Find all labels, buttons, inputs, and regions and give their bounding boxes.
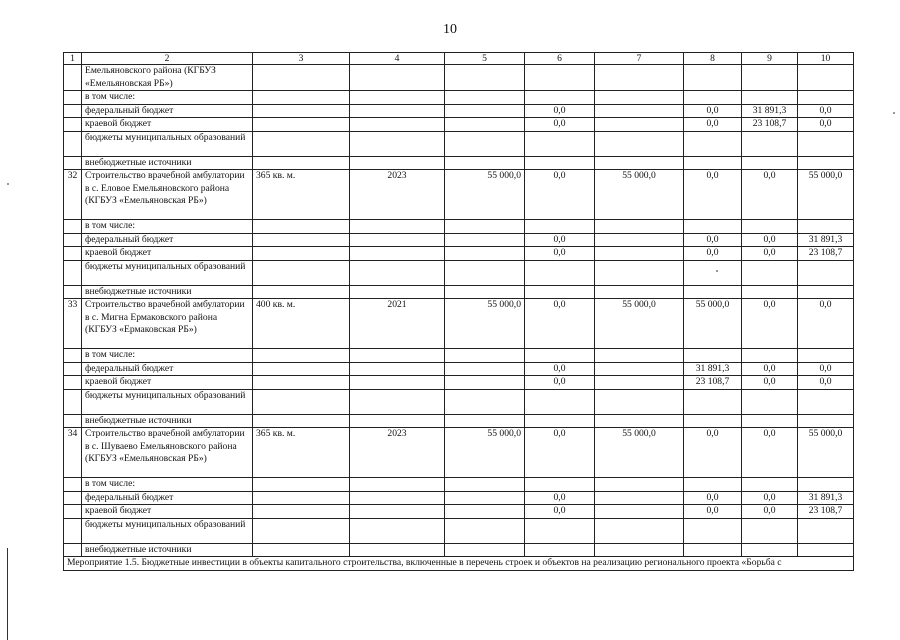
table-row: [64, 285, 854, 299]
value-cell-10: 23 108,7: [798, 505, 854, 519]
value-cell-10: 55 000,0: [798, 428, 854, 478]
value-cell-10: [798, 349, 854, 363]
value-cell-7: [595, 260, 684, 285]
estimated-cost-cell: [445, 518, 525, 543]
project-name: Емельяновского района (КГБУЗ «Емельяновская РБ»): [82, 65, 253, 91]
funding-source-label: федеральный бюджет: [82, 233, 253, 247]
column-header: 4: [350, 53, 445, 65]
budget-table: [63, 52, 854, 571]
table-row: [64, 478, 854, 492]
estimated-cost-cell: [445, 118, 525, 132]
column-header: 2: [82, 53, 253, 65]
funding-source-label: в том числе:: [82, 220, 253, 234]
value-cell-7: [595, 131, 684, 156]
value-cell-10: 31 891,3: [798, 491, 854, 505]
value-cell-7: [595, 478, 684, 492]
value-cell-7: [595, 65, 684, 91]
value-cell-7: [595, 118, 684, 132]
value-cell-6: 0,0: [525, 491, 595, 505]
value-cell-10: [798, 389, 854, 414]
year-cell: [350, 376, 445, 390]
capacity-cell: [253, 389, 350, 414]
row-number: [64, 260, 82, 285]
year-cell: [350, 414, 445, 428]
value-cell-6: 0,0: [525, 376, 595, 390]
funding-source-label: федеральный бюджет: [82, 362, 253, 376]
value-cell-6: 0,0: [525, 247, 595, 261]
value-cell-8: 23 108,7: [684, 376, 742, 390]
value-cell-6: 0,0: [525, 362, 595, 376]
capacity-cell: [253, 65, 350, 91]
year-cell: [350, 518, 445, 543]
column-header: 5: [445, 53, 525, 65]
table-row: [64, 389, 854, 414]
row-number: [64, 414, 82, 428]
estimated-cost-cell: [445, 376, 525, 390]
value-cell-9: [742, 65, 798, 91]
capacity-cell: [253, 233, 350, 247]
value-cell-8: [684, 220, 742, 234]
value-cell-9: 0,0: [742, 170, 798, 220]
row-number: [64, 285, 82, 299]
year-cell: [350, 104, 445, 118]
year-cell: 2021: [350, 299, 445, 349]
year-cell: [350, 285, 445, 299]
row-number: [64, 104, 82, 118]
capacity-cell: [253, 505, 350, 519]
table-row: [64, 260, 854, 285]
estimated-cost-cell: [445, 260, 525, 285]
year-cell: [350, 260, 445, 285]
row-number: [64, 91, 82, 105]
table-row: [64, 505, 854, 519]
value-cell-8: [684, 389, 742, 414]
value-cell-7: 55 000,0: [595, 299, 684, 349]
value-cell-10: 0,0: [798, 118, 854, 132]
column-header: 7: [595, 53, 684, 65]
table-body: [64, 65, 854, 557]
estimated-cost-cell: [445, 233, 525, 247]
value-cell-6: 0,0: [525, 118, 595, 132]
value-cell-8: 0,0: [684, 104, 742, 118]
value-cell-7: [595, 505, 684, 519]
estimated-cost-cell: 55 000,0: [445, 170, 525, 220]
estimated-cost-cell: [445, 131, 525, 156]
funding-source-label: внебюджетные источники: [82, 156, 253, 170]
funding-source-label: в том числе:: [82, 478, 253, 492]
value-cell-7: [595, 389, 684, 414]
capacity-cell: [253, 362, 350, 376]
value-cell-9: [742, 414, 798, 428]
value-cell-9: [742, 518, 798, 543]
value-cell-9: 0,0: [742, 505, 798, 519]
capacity-cell: [253, 91, 350, 105]
row-number: [64, 478, 82, 492]
estimated-cost-cell: [445, 478, 525, 492]
value-cell-10: 0,0: [798, 376, 854, 390]
value-cell-7: [595, 518, 684, 543]
value-cell-7: [595, 543, 684, 557]
value-cell-8: 0,0: [684, 170, 742, 220]
row-number: [64, 65, 82, 91]
capacity-cell: [253, 349, 350, 363]
funding-source-label: внебюджетные источники: [82, 414, 253, 428]
value-cell-6: [525, 156, 595, 170]
table-row: [64, 104, 854, 118]
funding-source-label: бюджеты муниципальных образований: [82, 389, 253, 414]
row-number: [64, 491, 82, 505]
row-number: [64, 233, 82, 247]
value-cell-8: 0,0: [684, 491, 742, 505]
row-number: [64, 220, 82, 234]
value-cell-10: [798, 543, 854, 557]
value-cell-9: 31 891,3: [742, 104, 798, 118]
value-cell-7: [595, 156, 684, 170]
estimated-cost-cell: [445, 285, 525, 299]
value-cell-9: [742, 131, 798, 156]
value-cell-6: 0,0: [525, 104, 595, 118]
year-cell: [350, 491, 445, 505]
capacity-cell: [253, 156, 350, 170]
value-cell-8: [684, 91, 742, 105]
value-cell-9: 0,0: [742, 299, 798, 349]
capacity-cell: [253, 131, 350, 156]
row-number: [64, 156, 82, 170]
table-row: [64, 491, 854, 505]
value-cell-7: [595, 376, 684, 390]
row-number: [64, 543, 82, 557]
value-cell-8: 0,0: [684, 428, 742, 478]
value-cell-7: [595, 362, 684, 376]
value-cell-9: [742, 349, 798, 363]
table-row: [64, 233, 854, 247]
value-cell-9: [742, 478, 798, 492]
value-cell-10: 23 108,7: [798, 247, 854, 261]
value-cell-8: [684, 156, 742, 170]
capacity-cell: 400 кв. м.: [253, 299, 350, 349]
value-cell-6: [525, 65, 595, 91]
estimated-cost-cell: 55 000,0: [445, 299, 525, 349]
value-cell-8: [684, 349, 742, 363]
table-row: [64, 543, 854, 557]
estimated-cost-cell: [445, 389, 525, 414]
column-header: 8: [684, 53, 742, 65]
value-cell-6: [525, 543, 595, 557]
value-cell-10: [798, 156, 854, 170]
value-cell-6: [525, 260, 595, 285]
value-cell-8: [684, 131, 742, 156]
funding-source-label: внебюджетные источники: [82, 543, 253, 557]
year-cell: [350, 91, 445, 105]
funding-source-label: бюджеты муниципальных образований: [82, 260, 253, 285]
row-number: [64, 118, 82, 132]
row-number: 32: [64, 170, 82, 220]
funding-source-label: бюджеты муниципальных образований: [82, 131, 253, 156]
table-row: [64, 91, 854, 105]
table-row: [64, 118, 854, 132]
year-cell: [350, 233, 445, 247]
value-cell-9: 0,0: [742, 491, 798, 505]
capacity-cell: [253, 220, 350, 234]
value-cell-7: 55 000,0: [595, 170, 684, 220]
year-cell: [350, 131, 445, 156]
capacity-cell: [253, 104, 350, 118]
estimated-cost-cell: [445, 220, 525, 234]
value-cell-7: [595, 285, 684, 299]
year-cell: [350, 156, 445, 170]
value-cell-7: [595, 233, 684, 247]
estimated-cost-cell: [445, 247, 525, 261]
table-row: [64, 131, 854, 156]
value-cell-8: [684, 285, 742, 299]
value-cell-9: 0,0: [742, 362, 798, 376]
value-cell-7: [595, 220, 684, 234]
value-cell-9: [742, 543, 798, 557]
value-cell-7: [595, 491, 684, 505]
funding-source-label: краевой бюджет: [82, 247, 253, 261]
row-number: [64, 518, 82, 543]
value-cell-10: [798, 285, 854, 299]
row-number: [64, 505, 82, 519]
year-cell: [350, 247, 445, 261]
project-row: [64, 170, 854, 220]
funding-source-label: краевой бюджет: [82, 118, 253, 132]
column-header-row: [64, 53, 854, 65]
funding-source-label: внебюджетные источники: [82, 285, 253, 299]
value-cell-6: 0,0: [525, 170, 595, 220]
year-cell: [350, 543, 445, 557]
value-cell-10: [798, 220, 854, 234]
page-number: 10: [443, 22, 457, 37]
column-header: 3: [253, 53, 350, 65]
funding-source-label: краевой бюджет: [82, 376, 253, 390]
funding-source-label: федеральный бюджет: [82, 104, 253, 118]
estimated-cost-cell: [445, 104, 525, 118]
value-cell-10: 0,0: [798, 299, 854, 349]
funding-source-label: федеральный бюджет: [82, 491, 253, 505]
scan-speck: [716, 270, 718, 272]
value-cell-8: 0,0: [684, 233, 742, 247]
scan-speck: [7, 183, 9, 185]
row-number: [64, 247, 82, 261]
estimated-cost-cell: [445, 156, 525, 170]
capacity-cell: 365 кв. м.: [253, 428, 350, 478]
funding-source-label: в том числе:: [82, 91, 253, 105]
value-cell-10: [798, 518, 854, 543]
capacity-cell: [253, 478, 350, 492]
table-row: [64, 518, 854, 543]
year-cell: [350, 478, 445, 492]
column-header: 6: [525, 53, 595, 65]
value-cell-10: [798, 65, 854, 91]
project-row: [64, 428, 854, 478]
capacity-cell: [253, 543, 350, 557]
value-cell-6: [525, 91, 595, 105]
table-row: [64, 414, 854, 428]
table-row: [64, 349, 854, 363]
value-cell-10: [798, 260, 854, 285]
value-cell-10: 31 891,3: [798, 233, 854, 247]
estimated-cost-cell: [445, 91, 525, 105]
funding-source-label: бюджеты муниципальных образований: [82, 518, 253, 543]
value-cell-10: [798, 131, 854, 156]
capacity-cell: [253, 414, 350, 428]
estimated-cost-cell: [445, 65, 525, 91]
value-cell-6: [525, 349, 595, 363]
value-cell-7: [595, 414, 684, 428]
estimated-cost-cell: [445, 414, 525, 428]
value-cell-8: [684, 543, 742, 557]
value-cell-10: [798, 91, 854, 105]
value-cell-6: 0,0: [525, 299, 595, 349]
value-cell-9: 0,0: [742, 376, 798, 390]
table-row: [64, 220, 854, 234]
value-cell-9: 0,0: [742, 247, 798, 261]
column-header: 10: [798, 53, 854, 65]
value-cell-7: [595, 247, 684, 261]
value-cell-10: 0,0: [798, 104, 854, 118]
value-cell-8: [684, 65, 742, 91]
year-cell: 2023: [350, 170, 445, 220]
value-cell-9: [742, 389, 798, 414]
capacity-cell: [253, 247, 350, 261]
value-cell-10: 55 000,0: [798, 170, 854, 220]
value-cell-7: [595, 91, 684, 105]
value-cell-10: [798, 478, 854, 492]
year-cell: [350, 349, 445, 363]
value-cell-7: [595, 349, 684, 363]
year-cell: [350, 118, 445, 132]
year-cell: [350, 220, 445, 234]
funding-source-label: в том числе:: [82, 349, 253, 363]
value-cell-6: [525, 478, 595, 492]
value-cell-9: [742, 91, 798, 105]
row-number: [64, 376, 82, 390]
value-cell-8: 0,0: [684, 118, 742, 132]
table-row: [64, 376, 854, 390]
row-number: [64, 362, 82, 376]
value-cell-8: [684, 414, 742, 428]
value-cell-8: 55 000,0: [684, 299, 742, 349]
row-number: [64, 131, 82, 156]
value-cell-6: 0,0: [525, 428, 595, 478]
value-cell-8: [684, 478, 742, 492]
value-cell-8: [684, 518, 742, 543]
project-name: Строительство врачебной амбулатории в с. Еловое Емельяновского района (КГБУЗ «Емельяновская РБ»): [82, 170, 253, 220]
value-cell-6: 0,0: [525, 233, 595, 247]
footer-note: Мероприятие 1.5. Бюджетные инвестиции в объекты капитального строительства, включенные в перечень строек и объектов на реализацию регионального проекта «Борьба с: [64, 557, 854, 571]
table-row: [64, 156, 854, 170]
estimated-cost-cell: [445, 505, 525, 519]
row-number: [64, 389, 82, 414]
year-cell: [350, 65, 445, 91]
year-cell: [350, 505, 445, 519]
value-cell-10: [798, 414, 854, 428]
value-cell-6: 0,0: [525, 505, 595, 519]
footer-note-row: [64, 557, 854, 571]
row-number: 34: [64, 428, 82, 478]
value-cell-6: [525, 131, 595, 156]
value-cell-8: 0,0: [684, 247, 742, 261]
project-name: Строительство врачебной амбулатории в с. Шуваево Емельяновского района (КГБУЗ «Емельяновская РБ»): [82, 428, 253, 478]
value-cell-8: [684, 260, 742, 285]
capacity-cell: [253, 285, 350, 299]
value-cell-6: [525, 220, 595, 234]
value-cell-7: 55 000,0: [595, 428, 684, 478]
capacity-cell: [253, 118, 350, 132]
value-cell-6: [525, 389, 595, 414]
estimated-cost-cell: [445, 362, 525, 376]
column-header: 9: [742, 53, 798, 65]
value-cell-10: 0,0: [798, 362, 854, 376]
capacity-cell: [253, 376, 350, 390]
estimated-cost-cell: 55 000,0: [445, 428, 525, 478]
scan-margin-line: [7, 548, 8, 640]
project-name: Строительство врачебной амбулатории в с. Мигна Ермаковского района (КГБУЗ «Ермаковская РБ»): [82, 299, 253, 349]
value-cell-6: [525, 518, 595, 543]
capacity-cell: 365 кв. м.: [253, 170, 350, 220]
value-cell-9: 0,0: [742, 233, 798, 247]
value-cell-6: [525, 414, 595, 428]
estimated-cost-cell: [445, 543, 525, 557]
table-row: [64, 362, 854, 376]
value-cell-9: [742, 260, 798, 285]
year-cell: 2023: [350, 428, 445, 478]
value-cell-9: 23 108,7: [742, 118, 798, 132]
value-cell-9: [742, 285, 798, 299]
project-row: [64, 299, 854, 349]
capacity-cell: [253, 518, 350, 543]
row-number: [64, 349, 82, 363]
funding-source-label: краевой бюджет: [82, 505, 253, 519]
year-cell: [350, 389, 445, 414]
estimated-cost-cell: [445, 349, 525, 363]
value-cell-6: [525, 285, 595, 299]
value-cell-8: 0,0: [684, 505, 742, 519]
value-cell-7: [595, 104, 684, 118]
scan-speck: [893, 112, 895, 114]
table-row: [64, 247, 854, 261]
year-cell: [350, 362, 445, 376]
value-cell-9: [742, 220, 798, 234]
estimated-cost-cell: [445, 491, 525, 505]
capacity-cell: [253, 260, 350, 285]
value-cell-9: 0,0: [742, 428, 798, 478]
row-number: 33: [64, 299, 82, 349]
capacity-cell: [253, 491, 350, 505]
table-row: [64, 65, 854, 91]
value-cell-8: 31 891,3: [684, 362, 742, 376]
value-cell-9: [742, 156, 798, 170]
column-header: 1: [64, 53, 82, 65]
